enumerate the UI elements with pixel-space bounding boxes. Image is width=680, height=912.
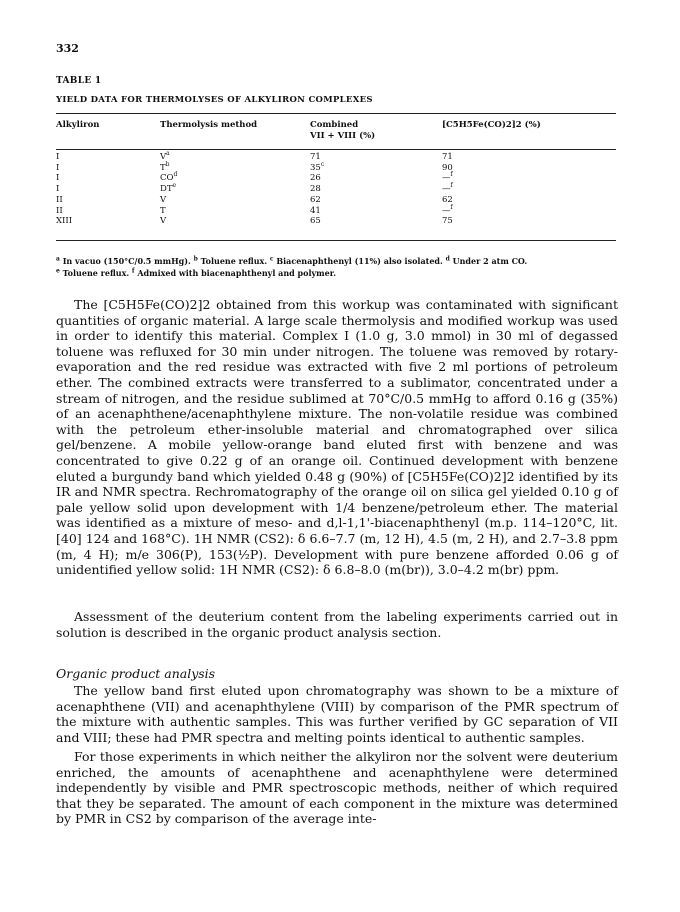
cell-alkyliron-value: I <box>56 184 60 195</box>
header-alkyliron: Alkyliron <box>56 120 100 130</box>
cell-dimer-footnote-mark: f <box>450 171 453 179</box>
cell-alkyliron-value: I <box>56 173 60 184</box>
header-dimer <box>442 118 616 144</box>
header-combined-line2: VII + VIII (%) <box>310 131 376 141</box>
cell-alkyliron-value: I <box>56 162 60 173</box>
cell-dimer-value: 75 <box>442 216 453 227</box>
cell-method <box>160 195 310 206</box>
table-row <box>56 163 616 174</box>
paragraph-organic-product <box>56 683 618 745</box>
cell-combined-value: 62 <box>310 194 321 205</box>
table-row <box>56 206 616 217</box>
table-label: TABLE 1 <box>56 76 102 86</box>
cell-method-footnote-mark: a <box>166 150 170 158</box>
cell-alkyliron <box>56 216 160 227</box>
cell-method <box>160 216 310 227</box>
cell-dimer-value: — <box>442 184 451 195</box>
cell-combined <box>310 206 442 217</box>
cell-method-value: V <box>160 194 167 205</box>
cell-method <box>160 173 310 184</box>
table-row <box>56 152 616 163</box>
cell-alkyliron <box>56 152 160 163</box>
table-top-rule <box>56 113 616 114</box>
cell-combined-value: 41 <box>310 205 321 216</box>
cell-alkyliron <box>56 184 160 195</box>
table-row <box>56 173 616 184</box>
paragraph-experiments <box>56 749 618 827</box>
cell-dimer-footnote-mark: f <box>450 182 453 190</box>
cell-combined-value: 71 <box>310 152 321 162</box>
footnote-a: In vacuo (150°C/0.5 mmHg). <box>62 256 191 266</box>
cell-combined-value: 26 <box>310 173 321 184</box>
footnote-c: Biacenaphthenyl (11%) also isolated. <box>276 256 443 266</box>
footnote-f: Admixed with biacenaphthenyl and polymer. <box>137 268 336 278</box>
cell-combined <box>310 195 442 206</box>
cell-dimer-value: — <box>442 205 451 216</box>
cell-alkyliron-value: I <box>56 152 60 162</box>
cell-method-footnote-mark: e <box>172 182 177 190</box>
cell-alkyliron-value: XIII <box>56 216 73 227</box>
footnote-d: Under 2 atm CO. <box>452 256 528 266</box>
yield-table <box>56 118 616 227</box>
table-caption: YIELD DATA FOR THERMOLYSES OF ALKYLIRON COMPLEXES <box>56 95 373 105</box>
cell-method <box>160 206 310 217</box>
cell-dimer <box>442 152 616 163</box>
paragraph-workup <box>56 297 618 578</box>
cell-dimer <box>442 216 616 227</box>
header-combined <box>310 118 442 144</box>
header-combined-line1: Combined <box>310 120 359 130</box>
cell-combined <box>310 160 442 174</box>
footnote-d-mark: d <box>445 255 450 263</box>
cell-method <box>160 152 310 163</box>
cell-method-value: T <box>160 205 166 216</box>
footnote-f-mark: f <box>131 267 135 275</box>
paragraph-2-text: Assessment of the deuterium content from the labeling experiments carried out in solution is described in the organic product analysis section. <box>56 609 618 640</box>
paragraph-1-text: The [C5H5Fe(CO)2]2 obtained from this workup was contaminated with significant quantities of organic material. A large scale thermolysis and modified workup was used in order to identify this material. Complex I (1.0 g, 3.0 mmol) in 30 ml of degassed toluene was refluxed for 30 min under nitrogen. The toluene was removed by rotary-evaporation and the red residue was extracted with five 2 ml portions of petroleum ether. The combined extracts were transferred to a sublimator, concentrated under a stream of nitrogen, and the residue sublimed at 70°C/0.5 mmHg to afford 0.16 g (35%) of an acenaphthene/acenaphthylene mixture. The non-volatile residue was combined with the petroleum ether-insoluble material and chromatographed over silica gel/benzene. A mobile yellow-orange band eluted first with benzene and was concentrated to give 0.22 g of an orange oil. Continued development with benzene eluted a burgundy band which yielded 0.48 g (90%) of [C5H5Fe(CO)2]2 identified by its IR and NMR spectra. Rechromatography of the orange oil on silica gel yielded 0.10 g of pale yellow solid upon development with 1/4 benzene/petroleum ether. The material was identified as a mixture of meso- and d,l-1,1'-biacenaphthenyl (m.p. 114–120°C, lit. [40] 124 and 168°C). 1H NMR (CS2): δ 6.6–7.7 (m, 12 H), 4.5 (m, 2 H), and 2.7–3.8 ppm (m, 4 H); m/e 306(P), 153(½P). Development with pure benzene afforded 0.06 g of unidentified yellow solid: 1H NMR (CS2): δ 6.8–8.0 (m(br)), 3.0–4.2 m(br) ppm. <box>56 297 618 578</box>
cell-dimer <box>442 173 616 184</box>
footnote-e: Toluene reflux. <box>62 268 130 278</box>
cell-dimer-value: 62 <box>442 194 453 205</box>
cell-alkyliron <box>56 173 160 184</box>
cell-combined <box>310 184 442 195</box>
cell-method-footnote-mark: d <box>173 171 178 179</box>
cell-alkyliron <box>56 163 160 174</box>
cell-method-value: CO <box>160 173 174 184</box>
section-heading: Organic product analysis <box>56 666 216 681</box>
table-row <box>56 216 616 227</box>
cell-combined <box>310 152 442 163</box>
cell-method-value: V <box>160 216 167 227</box>
cell-alkyliron <box>56 195 160 206</box>
table-row <box>56 195 616 206</box>
header-method: Thermolysis method <box>160 120 258 130</box>
page-number: 332 <box>56 42 79 55</box>
cell-dimer-value: 71 <box>442 152 453 162</box>
footnote-b: Toluene reflux. <box>200 256 268 266</box>
cell-combined-value: 35 <box>310 162 321 173</box>
cell-dimer-value: 90 <box>442 162 453 173</box>
cell-dimer <box>442 184 616 195</box>
cell-combined-footnote-mark: c <box>320 160 325 168</box>
paragraph-4-text: For those experiments in which neither the alkyliron nor the solvent were deuterium enriched, the amounts of acenaphthene and acenaphthylene were determined independently by visible and PMR spectroscopic methods, neither of which required that they be separated. The amount of each component in the mixture was determined by PMR in CS2 by comparison of the average inte- <box>56 749 618 827</box>
cell-combined-value: 28 <box>310 184 321 195</box>
cell-alkyliron-value: II <box>56 194 63 205</box>
table-footnotes <box>56 255 621 279</box>
cell-combined <box>310 173 442 184</box>
footnote-c-mark: c <box>269 255 274 263</box>
paragraph-deuterium <box>56 609 618 640</box>
cell-method-footnote-mark: b <box>165 160 170 168</box>
header-dimer-text: [C5H5Fe(CO)2]2 (%) <box>442 120 541 130</box>
cell-dimer-value: — <box>442 173 451 184</box>
cell-dimer <box>442 203 616 217</box>
cell-combined <box>310 216 442 227</box>
footnote-a-mark: a <box>56 255 60 263</box>
cell-method-value: V <box>160 152 167 162</box>
footnote-b-mark: b <box>193 255 198 263</box>
footnote-e-mark: e <box>56 267 60 275</box>
cell-method <box>160 160 310 174</box>
cell-dimer-footnote-mark: f <box>450 203 453 211</box>
cell-combined-value: 65 <box>310 216 321 227</box>
table-row <box>56 184 616 195</box>
paragraph-3-text: The yellow band first eluted upon chromatography was shown to be a mixture of acenaphthene (VII) and acenaphthylene (VIII) by comparison of the PMR spectrum of the mixture with authentic samples. This was further verified by GC separation of VII and VIII; these had PMR spectra and melting points identical to authentic samples. <box>56 683 618 745</box>
cell-method <box>160 184 310 195</box>
table-bottom-rule <box>56 240 616 241</box>
table-body <box>56 152 616 227</box>
cell-method-value: T <box>160 162 166 173</box>
cell-dimer <box>442 195 616 206</box>
cell-alkyliron <box>56 206 160 217</box>
cell-dimer <box>442 163 616 174</box>
table-header-row <box>56 118 616 144</box>
cell-method-value: DT <box>160 184 173 195</box>
cell-alkyliron-value: II <box>56 205 63 216</box>
